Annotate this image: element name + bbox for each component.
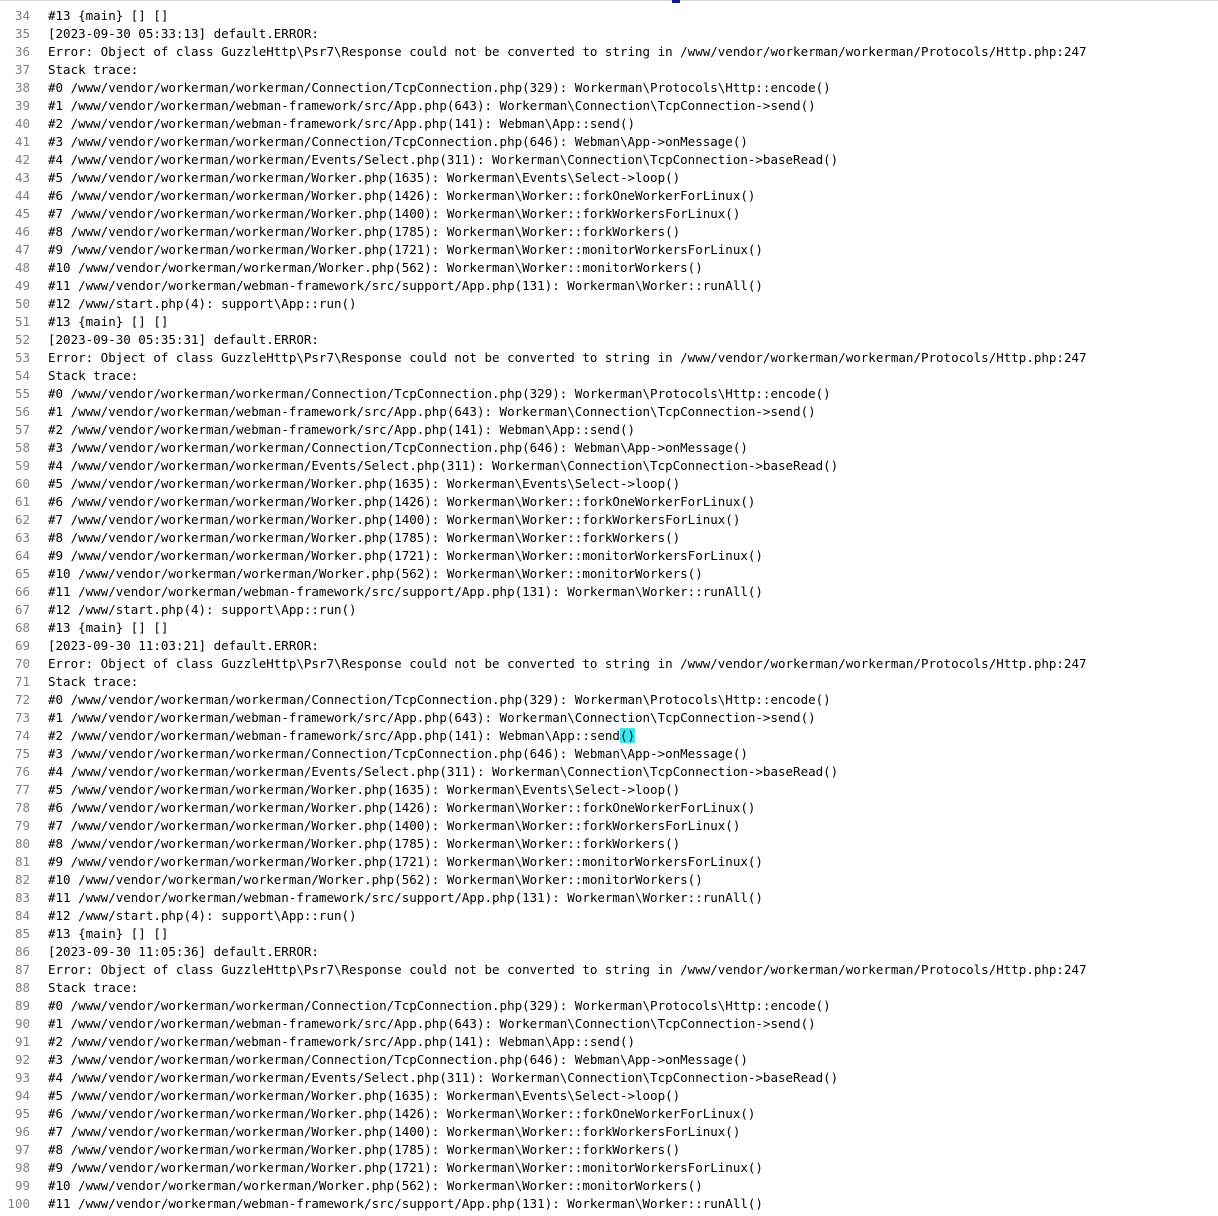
code-line: #9 /www/vendor/workerman/workerman/Worker.php(1721): Workerman\Worker::monitorWorkersForLinux() bbox=[48, 242, 763, 257]
code-line: Error: Object of class GuzzleHttp\Psr7\Response could not be converted to string in /www/vendor/workerman/workerman/Protocols/Http.php:247 bbox=[48, 656, 1087, 671]
code-line: #7 /www/vendor/workerman/workerman/Worker.php(1400): Workerman\Worker::forkWorkersForLinux() bbox=[48, 206, 741, 221]
code-line: Stack trace: bbox=[48, 368, 139, 383]
code-line: #5 /www/vendor/workerman/workerman/Worker.php(1635): Workerman\Events\Select->loop() bbox=[48, 476, 681, 491]
code-line: #0 /www/vendor/workerman/workerman/Connection/TcpConnection.php(329): Workerman\Protocols\Http::encode() bbox=[48, 998, 831, 1013]
code-line: #13 {main} [] [] bbox=[48, 314, 169, 329]
line-number: 44 bbox=[14, 188, 30, 203]
line-number: 39 bbox=[14, 98, 30, 113]
line-number: 94 bbox=[14, 1088, 30, 1103]
code-line: #3 /www/vendor/workerman/workerman/Connection/TcpConnection.php(646): Webman\App->onMessage() bbox=[48, 440, 748, 455]
code-line: [2023-09-30 05:35:31] default.ERROR: bbox=[48, 332, 319, 347]
line-number: 99 bbox=[14, 1178, 30, 1193]
line-number: 92 bbox=[14, 1052, 30, 1067]
line-number: 66 bbox=[14, 584, 30, 599]
code-line: #13 {main} [] [] bbox=[48, 8, 169, 23]
code-line: #3 /www/vendor/workerman/workerman/Connection/TcpConnection.php(646): Webman\App->onMessage() bbox=[48, 746, 748, 761]
code-line: #0 /www/vendor/workerman/workerman/Connection/TcpConnection.php(329): Workerman\Protocols\Http::encode() bbox=[48, 386, 831, 401]
line-number: 69 bbox=[14, 638, 30, 653]
line-number: 85 bbox=[14, 926, 30, 941]
line-number: 60 bbox=[14, 476, 30, 491]
code-line: #4 /www/vendor/workerman/workerman/Events/Select.php(311): Workerman\Connection\TcpConnection->baseRead() bbox=[48, 152, 839, 167]
line-number: 36 bbox=[14, 44, 30, 59]
line-number: 62 bbox=[14, 512, 30, 527]
editor-top-border bbox=[0, 0, 1218, 1]
line-number: 65 bbox=[14, 566, 30, 581]
code-line: #8 /www/vendor/workerman/workerman/Worker.php(1785): Workerman\Worker::forkWorkers() bbox=[48, 836, 681, 851]
line-number: 38 bbox=[14, 80, 30, 95]
line-number: 55 bbox=[14, 386, 30, 401]
code-line: #2 /www/vendor/workerman/webman-framework/src/App.php(141): Webman\App::send() bbox=[48, 116, 635, 131]
code-line bbox=[48, 727, 1213, 745]
code-line: #4 /www/vendor/workerman/workerman/Events/Select.php(311): Workerman\Connection\TcpConnection->baseRead() bbox=[48, 1070, 839, 1085]
line-number: 83 bbox=[14, 890, 30, 905]
code-line: #9 /www/vendor/workerman/workerman/Worker.php(1721): Workerman\Worker::monitorWorkersForLinux() bbox=[48, 548, 763, 563]
code-line: #6 /www/vendor/workerman/workerman/Worker.php(1426): Workerman\Worker::forkOneWorkerForLinux() bbox=[48, 1106, 756, 1121]
line-number: 93 bbox=[14, 1070, 30, 1085]
line-number: 77 bbox=[14, 782, 30, 797]
line-number: 96 bbox=[14, 1124, 30, 1139]
code-line: #6 /www/vendor/workerman/workerman/Worker.php(1426): Workerman\Worker::forkOneWorkerForLinux() bbox=[48, 494, 756, 509]
line-number: 46 bbox=[14, 224, 30, 239]
line-number: 53 bbox=[14, 350, 30, 365]
code-line: #11 /www/vendor/workerman/webman-framework/src/support/App.php(131): Workerman\Worker::runAll() bbox=[48, 278, 763, 293]
code-line: #8 /www/vendor/workerman/workerman/Worker.php(1785): Workerman\Worker::forkWorkers() bbox=[48, 224, 681, 239]
line-number: 90 bbox=[14, 1016, 30, 1031]
code-line: Error: Object of class GuzzleHttp\Psr7\Response could not be converted to string in /www/vendor/workerman/workerman/Protocols/Http.php:247 bbox=[48, 962, 1087, 977]
code-line: #11 /www/vendor/workerman/webman-framework/src/support/App.php(131): Workerman\Worker::runAll() bbox=[48, 890, 763, 905]
line-number: 89 bbox=[14, 998, 30, 1013]
line-number: 61 bbox=[14, 494, 30, 509]
line-number: 51 bbox=[14, 314, 30, 329]
line-number: 82 bbox=[14, 872, 30, 887]
line-number: 42 bbox=[14, 152, 30, 167]
line-number: 70 bbox=[14, 656, 30, 671]
line-number: 73 bbox=[14, 710, 30, 725]
line-number-gutter bbox=[0, 7, 30, 1213]
line-number: 91 bbox=[14, 1034, 30, 1049]
code-text: #2 /www/vendor/workerman/webman-framework/src/App.php(141): Webman\App::send bbox=[48, 728, 620, 743]
code-line: #11 /www/vendor/workerman/webman-framework/src/support/App.php(131): Workerman\Worker::runAll() bbox=[48, 584, 763, 599]
line-number: 78 bbox=[14, 800, 30, 815]
code-line: #12 /www/start.php(4): support\App::run() bbox=[48, 296, 357, 311]
line-number: 100 bbox=[7, 1196, 30, 1211]
code-line: #13 {main} [] [] bbox=[48, 620, 169, 635]
code-line: #0 /www/vendor/workerman/workerman/Connection/TcpConnection.php(329): Workerman\Protocols\Http::encode() bbox=[48, 80, 831, 95]
code-line: #3 /www/vendor/workerman/workerman/Connection/TcpConnection.php(646): Webman\App->onMessage() bbox=[48, 134, 748, 149]
line-number: 75 bbox=[14, 746, 30, 761]
code-area[interactable] bbox=[48, 7, 1213, 1213]
code-line: #9 /www/vendor/workerman/workerman/Worker.php(1721): Workerman\Worker::monitorWorkersForLinux() bbox=[48, 1160, 763, 1175]
line-number: 59 bbox=[14, 458, 30, 473]
line-number: 43 bbox=[14, 170, 30, 185]
code-line: #9 /www/vendor/workerman/workerman/Worker.php(1721): Workerman\Worker::monitorWorkersForLinux() bbox=[48, 854, 763, 869]
line-number: 79 bbox=[14, 818, 30, 833]
line-number: 71 bbox=[14, 674, 30, 689]
line-number: 34 bbox=[14, 8, 30, 23]
code-line: #2 /www/vendor/workerman/webman-framework/src/App.php(141): Webman\App::send() bbox=[48, 422, 635, 437]
code-line: Stack trace: bbox=[48, 980, 139, 995]
code-line: #1 /www/vendor/workerman/webman-framework/src/App.php(643): Workerman\Connection\TcpConnection->send() bbox=[48, 404, 816, 419]
code-line: #5 /www/vendor/workerman/workerman/Worker.php(1635): Workerman\Events\Select->loop() bbox=[48, 170, 681, 185]
code-line: #3 /www/vendor/workerman/workerman/Connection/TcpConnection.php(646): Webman\App->onMessage() bbox=[48, 1052, 748, 1067]
line-number: 54 bbox=[14, 368, 30, 383]
line-number: 68 bbox=[14, 620, 30, 635]
line-number: 47 bbox=[14, 242, 30, 257]
line-number: 64 bbox=[14, 548, 30, 563]
code-line: #8 /www/vendor/workerman/workerman/Worker.php(1785): Workerman\Worker::forkWorkers() bbox=[48, 1142, 681, 1157]
code-line: #7 /www/vendor/workerman/workerman/Worker.php(1400): Workerman\Worker::forkWorkersForLinux() bbox=[48, 1124, 741, 1139]
code-line: #2 /www/vendor/workerman/webman-framework/src/App.php(141): Webman\App::send() bbox=[48, 1034, 635, 1049]
bracket-match-highlight: () bbox=[619, 728, 636, 743]
line-number: 50 bbox=[14, 296, 30, 311]
line-number: 67 bbox=[14, 602, 30, 617]
code-line: #1 /www/vendor/workerman/webman-framework/src/App.php(643): Workerman\Connection\TcpConnection->send() bbox=[48, 98, 816, 113]
line-number: 76 bbox=[14, 764, 30, 779]
code-line: #8 /www/vendor/workerman/workerman/Worker.php(1785): Workerman\Worker::forkWorkers() bbox=[48, 530, 681, 545]
code-line: Stack trace: bbox=[48, 62, 139, 77]
line-number: 80 bbox=[14, 836, 30, 851]
code-line: #0 /www/vendor/workerman/workerman/Connection/TcpConnection.php(329): Workerman\Protocols\Http::encode() bbox=[48, 692, 831, 707]
line-number: 45 bbox=[14, 206, 30, 221]
code-line: #5 /www/vendor/workerman/workerman/Worker.php(1635): Workerman\Events\Select->loop() bbox=[48, 782, 681, 797]
code-line: #10 /www/vendor/workerman/workerman/Worker.php(562): Workerman\Worker::monitorWorkers() bbox=[48, 566, 703, 581]
line-number: 74 bbox=[14, 728, 30, 743]
line-number: 72 bbox=[14, 692, 30, 707]
code-line: #4 /www/vendor/workerman/workerman/Events/Select.php(311): Workerman\Connection\TcpConnection->baseRead() bbox=[48, 764, 839, 779]
code-line: #7 /www/vendor/workerman/workerman/Worker.php(1400): Workerman\Worker::forkWorkersForLinux() bbox=[48, 512, 741, 527]
code-line: #13 {main} [] [] bbox=[48, 926, 169, 941]
line-number: 57 bbox=[14, 422, 30, 437]
line-number: 86 bbox=[14, 944, 30, 959]
code-line: [2023-09-30 05:33:13] default.ERROR: bbox=[48, 26, 319, 41]
line-number: 81 bbox=[14, 854, 30, 869]
code-line: #1 /www/vendor/workerman/webman-framework/src/App.php(643): Workerman\Connection\TcpConnection->send() bbox=[48, 1016, 816, 1031]
code-line: #10 /www/vendor/workerman/workerman/Worker.php(562): Workerman\Worker::monitorWorkers() bbox=[48, 1178, 703, 1193]
line-number: 95 bbox=[14, 1106, 30, 1121]
line-number: 52 bbox=[14, 332, 30, 347]
line-number: 84 bbox=[14, 908, 30, 923]
code-line: #10 /www/vendor/workerman/workerman/Worker.php(562): Workerman\Worker::monitorWorkers() bbox=[48, 872, 703, 887]
code-line: [2023-09-30 11:05:36] default.ERROR: bbox=[48, 944, 319, 959]
code-line: #10 /www/vendor/workerman/workerman/Worker.php(562): Workerman\Worker::monitorWorkers() bbox=[48, 260, 703, 275]
code-line: #4 /www/vendor/workerman/workerman/Events/Select.php(311): Workerman\Connection\TcpConnection->baseRead() bbox=[48, 458, 839, 473]
line-number: 48 bbox=[14, 260, 30, 275]
code-line: #6 /www/vendor/workerman/workerman/Worker.php(1426): Workerman\Worker::forkOneWorkerForLinux() bbox=[48, 188, 756, 203]
line-number: 35 bbox=[14, 26, 30, 41]
code-line: #6 /www/vendor/workerman/workerman/Worker.php(1426): Workerman\Worker::forkOneWorkerForLinux() bbox=[48, 800, 756, 815]
line-number: 40 bbox=[14, 116, 30, 131]
line-number: 88 bbox=[14, 980, 30, 995]
line-number: 87 bbox=[14, 962, 30, 977]
code-line: Error: Object of class GuzzleHttp\Psr7\Response could not be converted to string in /www/vendor/workerman/workerman/Protocols/Http.php:247 bbox=[48, 44, 1087, 59]
line-number: 56 bbox=[14, 404, 30, 419]
line-number: 63 bbox=[14, 530, 30, 545]
code-line: Stack trace: bbox=[48, 674, 139, 689]
code-line: [2023-09-30 11:03:21] default.ERROR: bbox=[48, 638, 319, 653]
line-number: 41 bbox=[14, 134, 30, 149]
code-line: #1 /www/vendor/workerman/webman-framework/src/App.php(643): Workerman\Connection\TcpConnection->send() bbox=[48, 710, 816, 725]
code-line: #11 /www/vendor/workerman/webman-framework/src/support/App.php(131): Workerman\Worker::runAll() bbox=[48, 1196, 763, 1211]
line-number: 98 bbox=[14, 1160, 30, 1175]
line-number: 37 bbox=[14, 62, 30, 77]
code-line: #12 /www/start.php(4): support\App::run() bbox=[48, 602, 357, 617]
code-line: #5 /www/vendor/workerman/workerman/Worker.php(1635): Workerman\Events\Select->loop() bbox=[48, 1088, 681, 1103]
line-number: 49 bbox=[14, 278, 30, 293]
code-line: #12 /www/start.php(4): support\App::run() bbox=[48, 908, 357, 923]
line-number: 97 bbox=[14, 1142, 30, 1157]
line-number: 58 bbox=[14, 440, 30, 455]
code-line: Error: Object of class GuzzleHttp\Psr7\Response could not be converted to string in /www/vendor/workerman/workerman/Protocols/Http.php:247 bbox=[48, 350, 1087, 365]
scroll-position-marker bbox=[672, 0, 680, 3]
code-line: #7 /www/vendor/workerman/workerman/Worker.php(1400): Workerman\Worker::forkWorkersForLinux() bbox=[48, 818, 741, 833]
